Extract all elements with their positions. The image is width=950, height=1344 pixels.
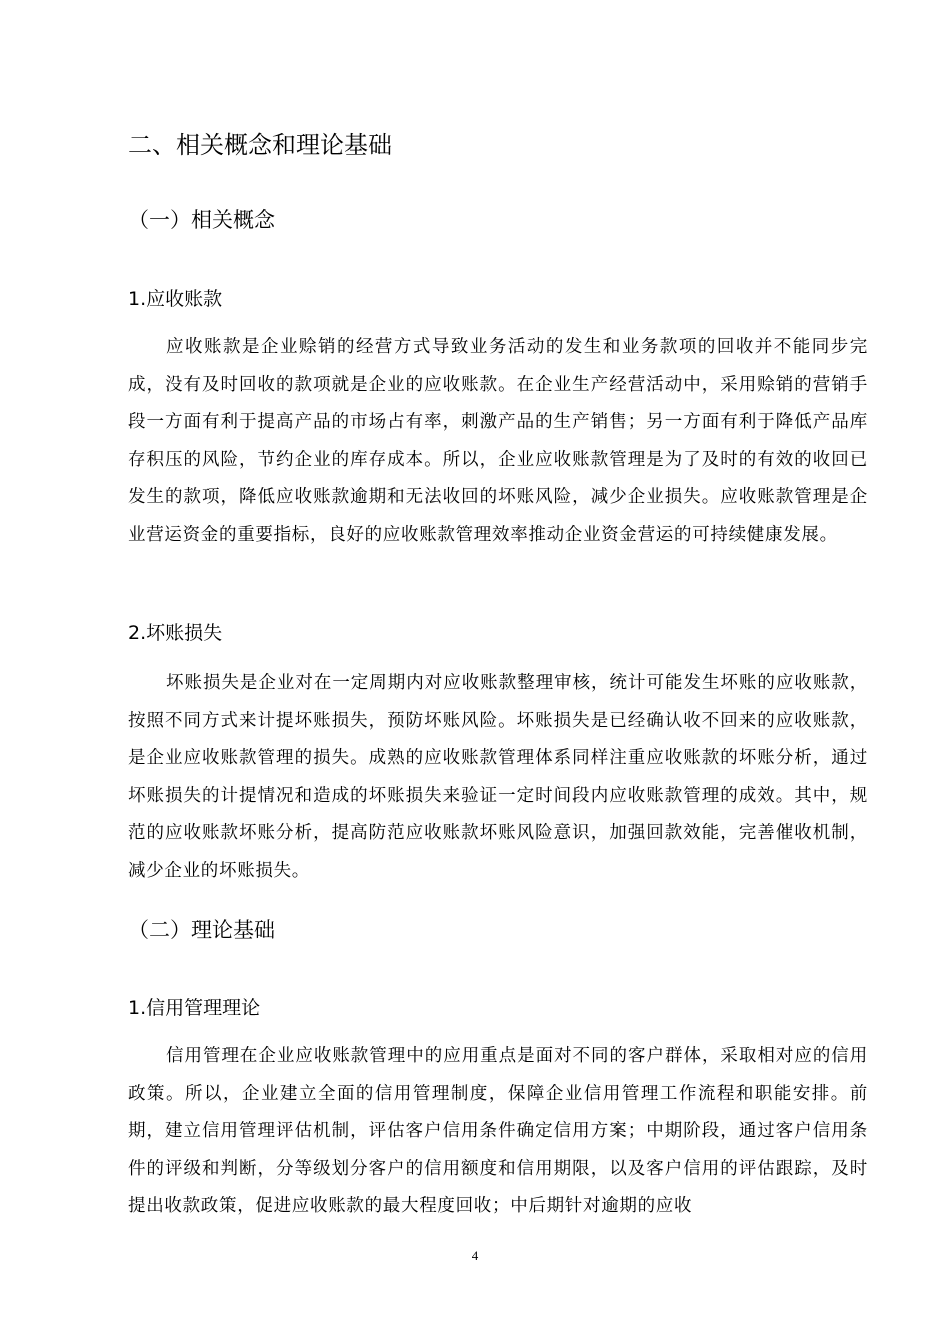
heading-accounts-receivable: 1.应收账款 [128, 288, 223, 310]
heading-credit-management-theory: 1.信用管理理论 [128, 997, 261, 1019]
section-title: 二、相关概念和理论基础 [128, 131, 392, 159]
paragraph-credit-management-theory: 信用管理在企业应收账款管理中的应用重点是面对不同的客户群体，采取相对应的信用政策。所以，企业建立全面的信用管理制度，保障企业信用管理工作流程和职能安排。前期，建立信用管理评估机制，评估客户信用条件确定信用方案；中期阶段，通过客户信用条件的评级和判断，分等级划分客户的信用额度和信用期限，以及客户信用的评估跟踪，及时提出收款政策，促进应收账款的最大程度回收；中后期针对逾期的应收 [128, 1046, 868, 1216]
page-number: 4 [471, 1248, 479, 1263]
subsection-title-theory: （二）理论基础 [128, 918, 275, 942]
subsection-title-concepts: （一）相关概念 [128, 208, 275, 232]
paragraph-bad-debt-loss: 坏账损失是企业对在一定周期内对应收账款整理审核，统计可能发生坏账的应收账款，按照不同方式来计提坏账损失，预防坏账风险。坏账损失是已经确认收不回来的应收账款，是企业应收账款管理的损失。成熟的应收账款管理体系同样注重应收账款的坏账分析，通过坏账损失的计提情况和造成的坏账损失来验证一定时间段内应收账款管理的成效。其中，规范的应收账款坏账分析，提高防范应收账款坏账风险意识，加强回款效能，完善催收机制，减少企业的坏账损失。 [128, 673, 868, 881]
heading-bad-debt-loss: 2.坏账损失 [128, 622, 223, 644]
paragraph-accounts-receivable: 应收账款是企业赊销的经营方式导致业务活动的发生和业务款项的回收并不能同步完成，没有及时回收的款项就是企业的应收账款。在企业生产经营活动中，采用赊销的营销手段一方面有利于提高产品的市场占有率，刺激产品的生产销售；另一方面有利于降低产品库存积压的风险，节约企业的库存成本。所以，企业应收账款管理是为了及时的有效的收回已发生的款项，降低应收账款逾期和无法收回的坏账风险，减少企业损失。应收账款管理是企业营运资金的重要指标，良好的应收账款管理效率推动企业资金营运的可持续健康发展。 [128, 337, 868, 545]
